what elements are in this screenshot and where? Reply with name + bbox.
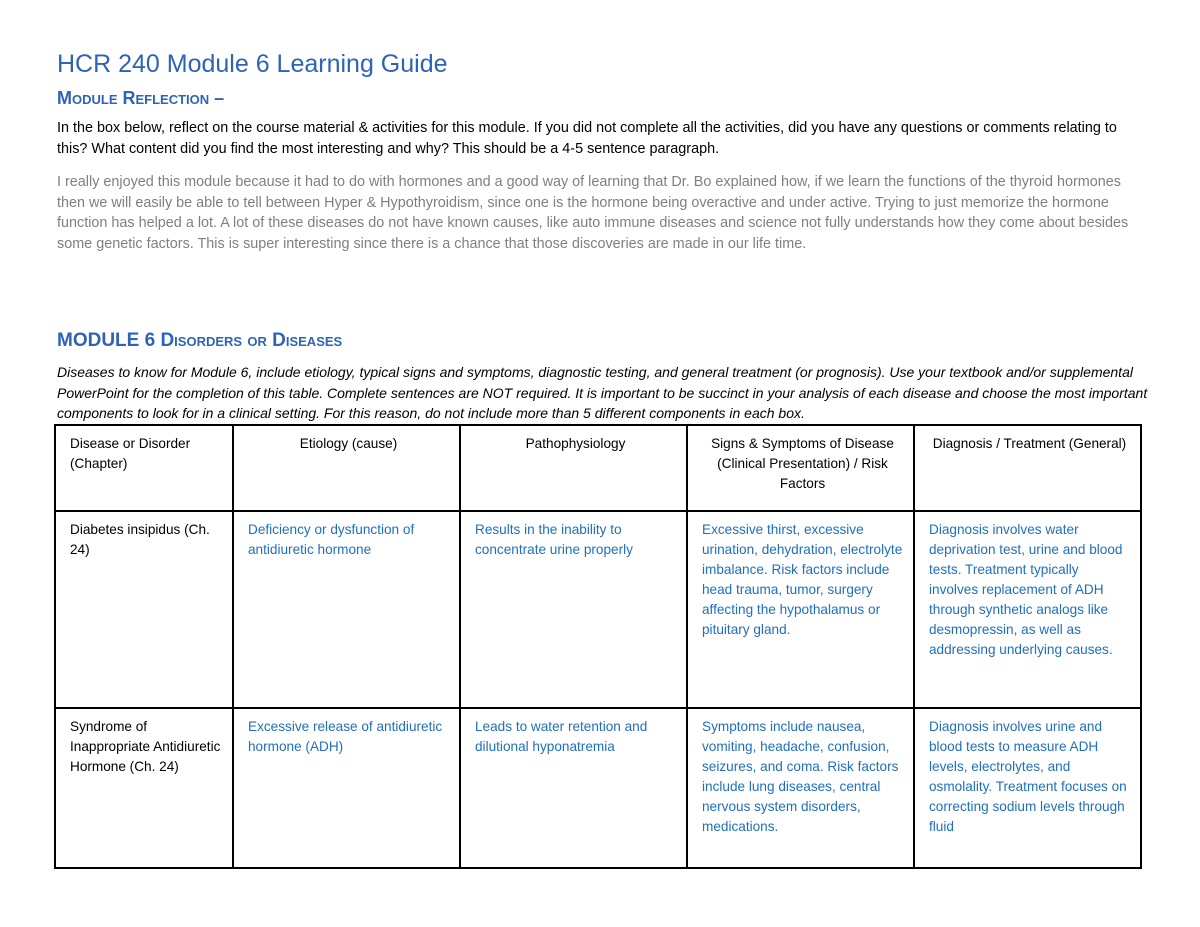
header-diagnosis-treatment: Diagnosis / Treatment (General) xyxy=(914,425,1141,511)
page-title: HCR 240 Module 6 Learning Guide xyxy=(57,50,448,78)
cell-etiology: Deficiency or dysfunction of antidiuretic hormone xyxy=(233,511,460,708)
cell-etiology: Excessive release of antidiuretic hormone (ADH) xyxy=(233,708,460,868)
diseases-heading: MODULE 6 Disorders or Diseases xyxy=(57,330,343,351)
cell-pathophysiology: Results in the inability to concentrate urine properly xyxy=(460,511,687,708)
cell-disease: Syndrome of Inappropriate Antidiuretic Hormone (Ch. 24) xyxy=(55,708,233,868)
reflection-answer: I really enjoyed this module because it had to do with hormones and a good way of learning that Dr. Bo explained how, if we learn the functions of the thyroid hormones then we will easily be able to tell between Hyper & Hypothyroidism, since one is the hormone being overactive and under active. Trying to just memorize the hormone function has helped a lot. A lot of these diseases do not have known causes, like auto immune diseases and science not fully understands how they come about besides some genetic factors. This is super interesting since there is a chance that those discoveries are made in our life time. xyxy=(57,174,1129,252)
header-disease: Disease or Disorder (Chapter) xyxy=(55,425,233,511)
cell-pathophysiology: Leads to water retention and dilutional hyponatremia xyxy=(460,708,687,868)
cell-diagnosis: Diagnosis involves urine and blood tests to measure ADH levels, electrolytes, and osmolality. Treatment focuses on correcting sodium levels through fluid xyxy=(914,708,1141,868)
header-pathophysiology: Pathophysiology xyxy=(460,425,687,511)
table-row xyxy=(55,511,1141,708)
reflection-heading: Module Reflection – xyxy=(57,88,225,108)
header-etiology: Etiology (cause) xyxy=(233,425,460,511)
reflection-prompt: In the box below, reflect on the course material & activities for this module. If you did not complete all the activities, did you have any questions or comments relating to this? What content did you find the most interesting and why? This should be a 4-5 sentence paragraph. xyxy=(57,120,1117,157)
cell-disease: Diabetes insipidus (Ch. 24) xyxy=(55,511,233,708)
table-row xyxy=(55,708,1141,868)
header-signs-symptoms: Signs & Symptoms of Disease (Clinical Presentation) / Risk Factors xyxy=(687,425,914,511)
cell-signs: Excessive thirst, excessive urination, dehydration, electrolyte imbalance. Risk factors include head trauma, tumor, surgery affecting the hypothalamus or pituitary gland. xyxy=(687,511,914,708)
diseases-instructions: Diseases to know for Module 6, include etiology, typical signs and symptoms, diagnostic testing, and general treatment (or prognosis). Use your textbook and/or supplemental PowerPoint for the completion of this table. Complete sentences are NOT required. It is important to be succinct in your analysis of each disease and choose the most important components to look for in a clinical setting. For this reason, do not include more than 5 different components in each box. xyxy=(57,364,1148,421)
cell-diagnosis: Diagnosis involves water deprivation test, urine and blood tests. Treatment typically involves replacement of ADH through synthetic analogs like desmopressin, as well as addressing underlying causes. xyxy=(914,511,1141,708)
table-header-row xyxy=(55,425,1141,511)
disease-table xyxy=(54,424,1142,869)
cell-signs: Symptoms include nausea, vomiting, headache, confusion, seizures, and coma. Risk factors include lung diseases, central nervous system disorders, medications. xyxy=(687,708,914,868)
